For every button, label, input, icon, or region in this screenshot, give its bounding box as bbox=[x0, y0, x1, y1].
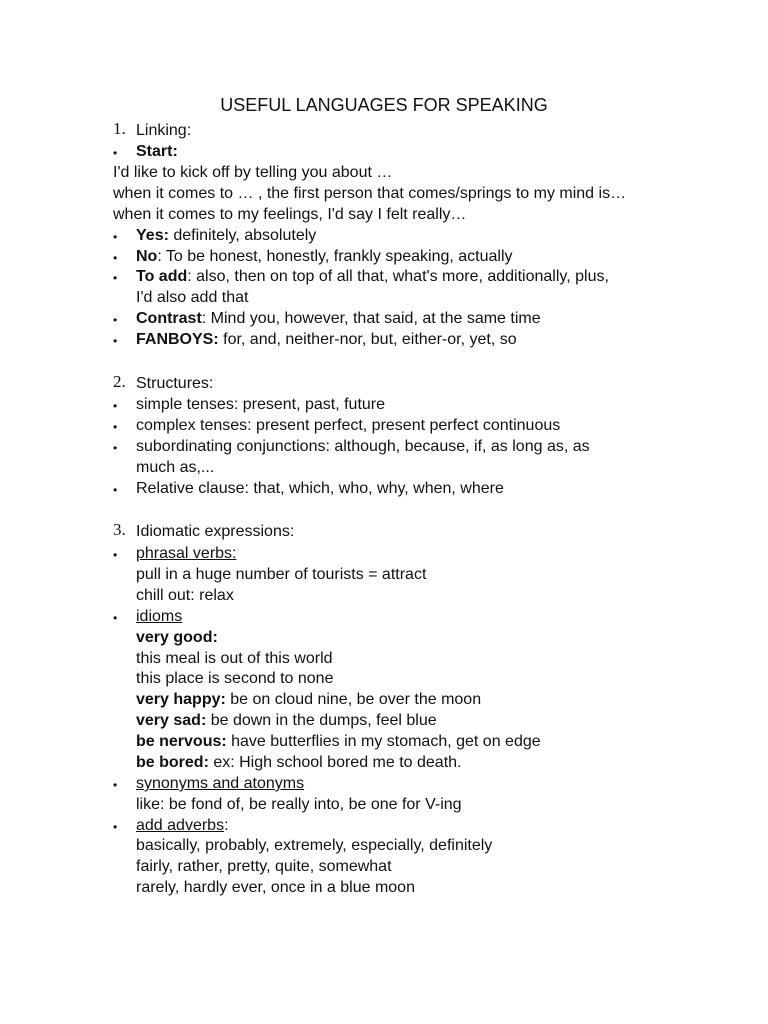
list-item-continuation: much as,... bbox=[136, 459, 215, 476]
adverbs-line: basically, probably, extremely, especially, definitely bbox=[136, 837, 493, 854]
bullet-icon: • bbox=[113, 313, 118, 327]
list-item: complex tenses: present perfect, present perfect continuous bbox=[136, 417, 561, 434]
section-heading: Structures: bbox=[136, 375, 214, 392]
bullet-icon: • bbox=[113, 548, 118, 562]
bullet-icon: • bbox=[113, 146, 118, 160]
document-title: USEFUL LANGUAGES FOR SPEAKING bbox=[220, 95, 548, 115]
phrasal-line: pull in a huge number of tourists = attract bbox=[136, 566, 427, 583]
list-item: subordinating conjunctions: although, because, if, as long as, as bbox=[136, 438, 590, 455]
adverbs-line: rarely, hardly ever, once in a blue moon bbox=[136, 879, 415, 896]
bullet-icon: • bbox=[113, 251, 118, 265]
list-item: To add: also, then on top of all that, what's more, additionally, plus, bbox=[136, 268, 609, 285]
section-number: 1. bbox=[113, 119, 126, 138]
list-item: No: To be honest, honestly, frankly speaking, actually bbox=[136, 248, 513, 265]
section-heading: Idiomatic expressions: bbox=[136, 523, 295, 540]
idiom-entry: very sad: be down in the dumps, feel blue bbox=[136, 712, 437, 729]
bullet-icon: • bbox=[113, 483, 118, 497]
idiom-entry: very happy: be on cloud nine, be over the moon bbox=[136, 691, 482, 708]
idiom-entry: be nervous: have butterflies in my stomach, get on edge bbox=[136, 733, 541, 750]
adverbs-heading: add adverbs: bbox=[136, 817, 229, 834]
list-item: Relative clause: that, which, who, why, when, where bbox=[136, 480, 504, 497]
idioms-label: idioms bbox=[136, 608, 183, 625]
idiom-line: this meal is out of this world bbox=[136, 650, 333, 667]
phrasal-verbs-label: phrasal verbs: bbox=[136, 545, 237, 562]
bullet-icon: • bbox=[113, 778, 118, 792]
very-good-label: very good: bbox=[136, 629, 218, 646]
bullet-icon: • bbox=[113, 420, 118, 434]
bullet-icon: • bbox=[113, 611, 118, 625]
start-line: I'd like to kick off by telling you about … bbox=[113, 164, 393, 181]
list-item: FANBOYS: for, and, neither-nor, but, either-or, yet, so bbox=[136, 331, 517, 348]
section-number: 2. bbox=[113, 372, 126, 391]
synonyms-line: like: be fond of, be really into, be one for V-ing bbox=[136, 796, 462, 813]
bullet-icon: • bbox=[113, 820, 118, 834]
start-line: when it comes to my feelings, I'd say I felt really… bbox=[113, 206, 467, 223]
idiom-entry: be bored: ex: High school bored me to death. bbox=[136, 754, 462, 771]
phrasal-line: chill out: relax bbox=[136, 587, 234, 604]
bullet-icon: • bbox=[113, 399, 118, 413]
start-label: Start: bbox=[136, 143, 178, 160]
start-line: when it comes to … , the first person that comes/springs to my mind is… bbox=[113, 185, 627, 202]
synonyms-label: synonyms and atonyms bbox=[136, 775, 305, 792]
bullet-icon: • bbox=[113, 230, 118, 244]
adverbs-line: fairly, rather, pretty, quite, somewhat bbox=[136, 858, 392, 875]
section-number: 3. bbox=[113, 520, 126, 539]
bullet-icon: • bbox=[113, 334, 118, 348]
list-item: Contrast: Mind you, however, that said, at the same time bbox=[136, 310, 541, 327]
list-item: simple tenses: present, past, future bbox=[136, 396, 386, 413]
idiom-line: this place is second to none bbox=[136, 670, 334, 687]
bullet-icon: • bbox=[113, 271, 118, 285]
section-heading: Linking: bbox=[136, 122, 192, 139]
list-item: Yes: definitely, absolutely bbox=[136, 227, 317, 244]
bullet-icon: • bbox=[113, 441, 118, 455]
list-item-continuation: I'd also add that bbox=[136, 289, 249, 306]
